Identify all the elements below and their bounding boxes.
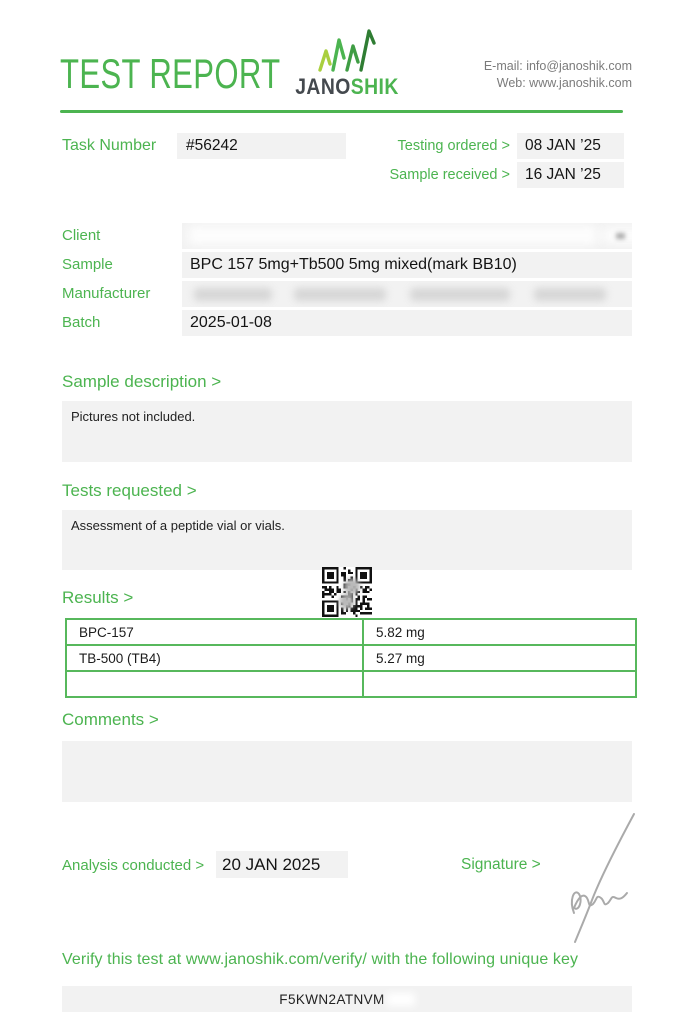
tests-requested-heading: Tests requested > — [62, 481, 197, 500]
manufacturer-redaction-blur — [194, 288, 272, 301]
client-value-redacted — [182, 223, 632, 249]
unique-key-value: F5KWN2ATNVM — [279, 991, 385, 1007]
page-title: TEST REPORT — [60, 50, 281, 97]
batch-label: Batch — [62, 314, 101, 331]
client-redaction-residue — [616, 233, 625, 239]
unique-key-box — [62, 986, 632, 1012]
manufacturer-value-redacted — [182, 281, 632, 307]
contact-web: Web: www.janoshik.com — [496, 76, 632, 90]
growth-chart-icon — [312, 26, 384, 74]
signature-image — [550, 810, 650, 945]
manufacturer-redaction-blur-4 — [534, 288, 606, 301]
analysis-conducted-label: Analysis conducted > — [62, 857, 205, 874]
testing-ordered-value: 08 JAN ’25 — [517, 133, 624, 159]
amount-cell — [363, 671, 636, 697]
client-redaction-blur — [188, 226, 598, 245]
batch-value: 2025-01-08 — [182, 310, 632, 336]
unique-key-censor-blur — [387, 993, 415, 1006]
verify-text: Verify this test at www.janoshik.com/verify/ with the following unique key — [62, 951, 579, 968]
brand-name — [281, 74, 413, 100]
sample-label: Sample — [62, 256, 113, 273]
sample-received-label: Sample received > — [389, 167, 510, 183]
manufacturer-label: Manufacturer — [62, 285, 151, 302]
testing-ordered-label: Testing ordered > — [397, 138, 510, 154]
results-row — [66, 619, 636, 645]
amount-cell: 5.27 mg — [363, 645, 636, 671]
results-row — [66, 671, 636, 697]
sample-description-box: Pictures not included. — [62, 401, 632, 462]
results-table — [65, 618, 637, 698]
manufacturer-redaction-blur-2 — [294, 288, 386, 301]
sample-description-heading: Sample description > — [62, 372, 222, 391]
amount-cell: 5.82 mg — [363, 619, 636, 645]
analyte-cell: TB-500 (TB4) — [66, 645, 363, 671]
results-heading: Results > — [62, 588, 134, 607]
contact-email: E-mail: info@janoshik.com — [483, 59, 632, 73]
analyte-cell — [66, 671, 363, 697]
brand-name-right: SHIK — [350, 74, 399, 99]
analysis-conducted-value: 20 JAN 2025 — [216, 851, 348, 878]
results-row — [66, 645, 636, 671]
comments-heading: Comments > — [62, 710, 159, 729]
task-number-label: Task Number — [62, 137, 157, 154]
comments-box — [62, 741, 632, 802]
signature-label: Signature > — [461, 856, 541, 873]
sample-value: BPC 157 5mg+Tb500 5mg mixed(mark BB10) — [182, 252, 632, 278]
qr-code — [322, 567, 372, 617]
header-divider — [60, 110, 623, 113]
analyte-cell: BPC-157 — [66, 619, 363, 645]
sample-received-value: 16 JAN ’25 — [517, 162, 624, 188]
client-label: Client — [62, 227, 101, 244]
manufacturer-redaction-blur-3 — [410, 288, 510, 301]
brand-name-left: JANO — [295, 74, 351, 99]
tests-requested-box: Assessment of a peptide vial or vials. — [62, 510, 632, 570]
contact-block — [484, 58, 632, 92]
task-number-value: #56242 — [177, 133, 346, 159]
